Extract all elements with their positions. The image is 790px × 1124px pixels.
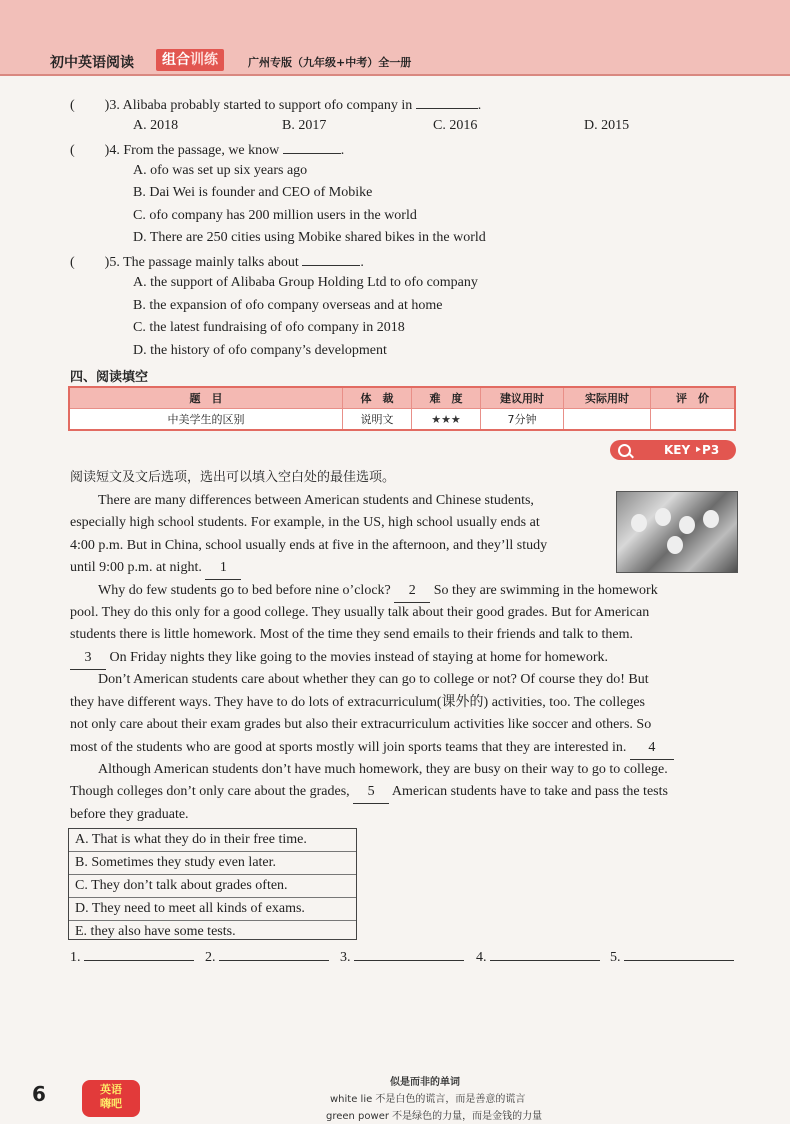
header-actual-time: 实际用时 xyxy=(564,387,651,409)
answer-3: 3. xyxy=(340,946,464,968)
question-stem: Alibaba probably started to support ofo company in xyxy=(122,98,413,113)
answer-blank[interactable] xyxy=(84,946,194,961)
passage-line: There are many differences between American students and Chinese students, xyxy=(98,493,534,508)
cell-topic: 中美学生的区别 xyxy=(69,409,343,431)
q3-option-b: B. 2017 xyxy=(282,118,327,133)
passage-line: most of the students who are good at sports mostly will join sports teams that they are interested in. 4 xyxy=(70,737,674,760)
header-difficulty: 难 度 xyxy=(412,387,481,409)
instruction: 阅读短文及文后选项，选出可以填入空白处的最佳选项。 xyxy=(70,470,396,485)
question-5: ( )5. The passage mainly talks about . xyxy=(70,251,364,273)
footer-line-2: green power 不是绿色的力量，而是金钱的力量 xyxy=(326,1111,543,1122)
q5-option-b: B. the expansion of ofo company overseas and at home xyxy=(133,298,443,313)
students-photo xyxy=(616,491,738,573)
answer-2: 2. xyxy=(205,946,329,968)
q5-option-d: D. the history of ofo company’s development xyxy=(133,343,387,358)
logo-line-2: 嗨吧 xyxy=(100,1097,122,1110)
passage-line: Don’t American students care about whether they can go to college or not? Of course they do! But xyxy=(98,672,649,687)
cell-difficulty: ★★★ xyxy=(412,409,481,431)
badge-part-b: 训练 xyxy=(190,52,218,68)
passage-line: 3 On Friday nights they like going to the movies instead of staying at home for homework. xyxy=(70,647,608,670)
option-a: A. That is what they do in their free time. xyxy=(69,829,356,852)
passage-line: Though colleges don’t only care about the grades, 5 American students have to take and pass the tests xyxy=(70,781,668,804)
header-topic: 题 目 xyxy=(69,387,343,409)
option-b: B. Sometimes they study even later. xyxy=(69,852,356,875)
q4-option-a: A. ofo was set up six years ago xyxy=(133,163,308,178)
option-d: D. They need to meet all kinds of exams. xyxy=(69,898,356,921)
badge-part-a: 组合 xyxy=(162,52,190,68)
passage-line: pool. They do this only for a good college. They usually talk about their good grades. But for American xyxy=(70,605,650,620)
key-label: KEY ‣P3 xyxy=(664,443,720,457)
info-table-header xyxy=(69,387,735,409)
options-box xyxy=(68,828,357,940)
info-table-row xyxy=(69,409,735,431)
reading-info-table xyxy=(68,386,736,431)
q5-option-c: C. the latest fundraising of ofo company in 2018 xyxy=(133,320,405,335)
logo-line-1: 英语 xyxy=(100,1083,122,1096)
footer-line-1: white lie 不是白色的谎言，而是善意的谎言 xyxy=(330,1094,526,1105)
blank-1[interactable]: 1 xyxy=(205,557,241,580)
question-stem: The passage mainly talks about xyxy=(123,255,299,270)
answer-blank[interactable] xyxy=(624,946,734,961)
blank-5[interactable]: 5 xyxy=(353,781,389,804)
passage-line: students there is little homework. Most of the time they send emails to their friends and talk to them. xyxy=(70,627,634,642)
passage-line: they have different ways. They have to do lots of extracurriculum(课外的) activities, too. The colleges xyxy=(70,695,645,710)
header-evaluation: 评 价 xyxy=(651,387,736,409)
header-suggested-time: 建议用时 xyxy=(481,387,564,409)
edition-label: 广州专版（九年级+中考）全一册 xyxy=(248,56,412,69)
answer-blank[interactable] xyxy=(490,946,600,961)
passage-line: until 9:00 p.m. at night. 1 xyxy=(70,557,241,580)
answer-key-badge[interactable] xyxy=(610,440,736,460)
q4-option-d: D. There are 250 cities using Mobike shared bikes in the world xyxy=(133,230,486,245)
book-title: 初中英语阅读 xyxy=(50,55,134,71)
question-number: )5. xyxy=(104,255,120,270)
answer-blank[interactable] xyxy=(416,94,478,109)
section-title: 四、阅读填空 xyxy=(70,370,149,385)
header-genre: 体 裁 xyxy=(343,387,412,409)
blank-3[interactable]: 3 xyxy=(70,647,106,670)
question-stem: From the passage, we know xyxy=(123,143,280,158)
q4-option-c: C. ofo company has 200 million users in the world xyxy=(133,208,417,223)
blank-2[interactable]: 2 xyxy=(394,580,430,603)
cell-evaluation[interactable] xyxy=(651,409,736,431)
answer-5: 5. xyxy=(610,946,734,968)
option-c: C. They don’t talk about grades often. xyxy=(69,875,356,898)
q3-option-c: C. 2016 xyxy=(433,118,478,133)
passage-line: Why do few students go to bed before nine o’clock? 2 So they are swimming in the homework xyxy=(98,580,658,603)
answer-blank[interactable] xyxy=(302,251,360,266)
q4-option-b: B. Dai Wei is founder and CEO of Mobike xyxy=(133,185,373,200)
passage-line: Although American students don’t have much homework, they are busy on their way to go to college. xyxy=(98,762,668,777)
answer-paren: ( xyxy=(70,255,75,270)
question-number: )4. xyxy=(104,143,120,158)
answer-paren: ( xyxy=(70,143,75,158)
passage-line: before they graduate. xyxy=(70,807,189,822)
cell-actual-time[interactable] xyxy=(564,409,651,431)
question-4: ( )4. From the passage, we know . xyxy=(70,139,344,161)
series-badge xyxy=(156,49,224,71)
header-divider xyxy=(0,74,790,76)
answer-blank[interactable] xyxy=(354,946,464,961)
q5-option-a: A. the support of Alibaba Group Holding Ltd to ofo company xyxy=(133,275,478,290)
question-number: )3. xyxy=(104,98,120,113)
passage-line: not only care about their exam grades but also their extracurriculum activities like soccer and others. So xyxy=(70,717,652,732)
option-e: E. they also have some tests. xyxy=(75,924,236,939)
passage-line: especially high school students. For example, in the US, high school usually ends at xyxy=(70,515,540,530)
cell-suggested-time: 7分钟 xyxy=(481,409,564,431)
answer-4: 4. xyxy=(476,946,600,968)
search-icon xyxy=(618,444,631,457)
q3-option-a: A. 2018 xyxy=(133,118,179,133)
cell-genre: 说明文 xyxy=(343,409,412,431)
passage-line: 4:00 p.m. But in China, school usually ends at five in the afternoon, and they’ll study xyxy=(70,538,548,553)
answer-blank[interactable] xyxy=(219,946,329,961)
blank-4[interactable]: 4 xyxy=(630,737,674,760)
answer-blank[interactable] xyxy=(283,139,341,154)
page-number: 6 xyxy=(32,1082,46,1106)
logo xyxy=(82,1080,140,1117)
answer-paren: ( xyxy=(70,98,75,113)
q3-option-d: D. 2015 xyxy=(584,118,630,133)
footer-heading: 似是而非的单词 xyxy=(390,1077,460,1088)
answer-1: 1. xyxy=(70,946,194,968)
question-3: ( )3. Alibaba probably started to support ofo company in . xyxy=(70,94,481,116)
